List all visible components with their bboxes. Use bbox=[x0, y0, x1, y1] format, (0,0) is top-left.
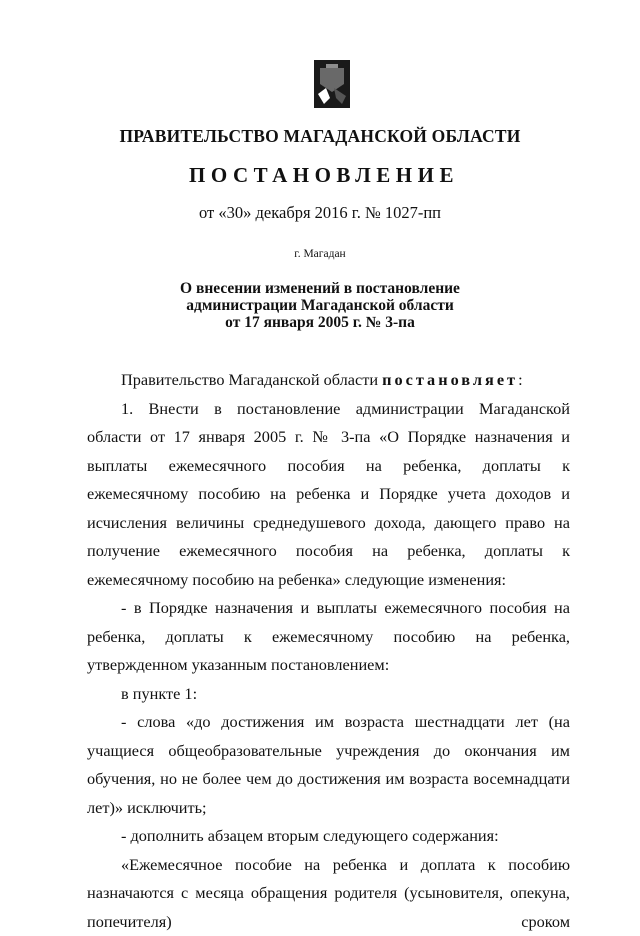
document-body bbox=[87, 366, 570, 936]
paragraph-4: - слова «до достижения им возраста шестнадцати лет (на учащиеся общеобразовательные учреждения до окончания им обучения, но не более чем до достижения им возраста восемнадцати лет)» исключить; bbox=[87, 708, 570, 822]
intro-verb: постановляет bbox=[382, 370, 518, 389]
subject-line-2: администрации Магаданской области bbox=[0, 297, 640, 314]
city: г. Магадан bbox=[0, 248, 640, 260]
intro-suffix: : bbox=[518, 370, 523, 389]
coat-of-arms-icon bbox=[312, 58, 352, 110]
subject-line-3: от 17 января 2005 г. № 3-па bbox=[0, 314, 640, 331]
paragraph-5: - дополнить абзацем вторым следующего содержания: bbox=[87, 822, 570, 851]
document-subject bbox=[0, 280, 640, 331]
paragraph-2: - в Порядке назначения и выплаты ежемесячного пособия на ребенка, доплаты к ежемесячному пособию на ребенка, утвержденном указанным постановлением: bbox=[87, 594, 570, 680]
subject-line-1: О внесении изменений в постановление bbox=[0, 280, 640, 297]
document-type: ПОСТАНОВЛЕНИЕ bbox=[0, 163, 640, 188]
date-number: от «30» декабря 2016 г. № 1027-пп bbox=[0, 203, 640, 223]
paragraph-3: в пункте 1: bbox=[87, 680, 570, 709]
intro-paragraph bbox=[87, 366, 570, 395]
paragraph-6: «Ежемесячное пособие на ребенка и доплата к пособию назначаются с месяца обращения родителя (усыновителя, опекуна, попечителя) сроком bbox=[87, 851, 570, 936]
paragraph-1: 1. Внести в постановление администрации Магаданской области от 17 января 2005 г. № 3-па «О Порядке назначения и выплаты ежемесячного пособия на ребенка, доплаты к ежемесячному пособию на ребенка и Порядке учета доходов и исчисления величины среднедушевого дохода, дающего право на получение ежемесячного пособия на ребенка, доплаты к ежемесячному пособию на ребенка» следующие изменения: bbox=[87, 395, 570, 595]
government-name: ПРАВИТЕЛЬСТВО МАГАДАНСКОЙ ОБЛАСТИ bbox=[0, 126, 640, 147]
intro-prefix: Правительство Магаданской области bbox=[121, 370, 382, 389]
